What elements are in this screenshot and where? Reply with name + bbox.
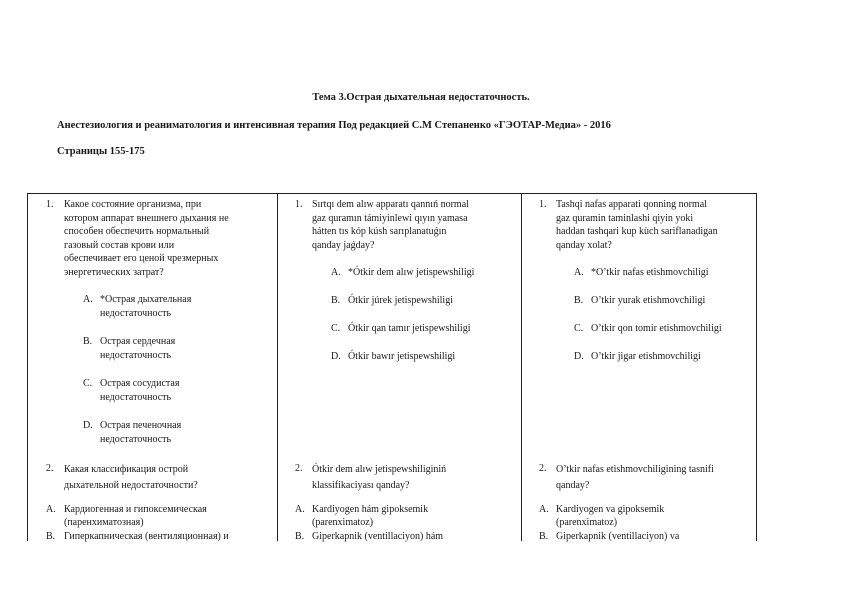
option-text: Ótkir qan tamır jetispewshiligi — [348, 323, 471, 334]
question-text: haddan tashqari kup kùch sariflanadigan — [556, 226, 718, 238]
option-text: O’tkir qon tomir etishmovchiligi — [591, 323, 722, 334]
option-text: Кардиогенная и гипоксемическая — [64, 504, 207, 515]
question-number: 2. — [539, 463, 547, 474]
question-number: 2. — [295, 463, 303, 474]
question-text: газовый состав крови или — [64, 239, 175, 251]
option-text: (parenximatoz) — [556, 517, 618, 528]
option-text: (parenximatoz) — [312, 517, 374, 528]
question-number: 1. — [539, 199, 547, 210]
question-text: O’tkir nafas etishmovchiligining tasnifi — [556, 464, 714, 475]
question-text: gaz quramın támiyinlewi qıyın yamasa — [312, 212, 468, 224]
question-text: обеспечивает его ценой чрезмерных — [64, 253, 219, 265]
question-text: Sırtqı dem alıw apparatı qannıń normal — [312, 199, 469, 210]
option-letter: D. — [331, 351, 341, 362]
option-text: недостаточность — [100, 433, 172, 445]
option-letter: D. — [83, 420, 93, 431]
option-letter: A. — [539, 504, 549, 515]
question-text: qanday xolat? — [556, 239, 612, 251]
option-letter: B. — [295, 531, 305, 542]
page-title: Тема 3.Острая дыхательная недостаточность. — [312, 92, 530, 103]
question-number: 1. — [46, 199, 54, 210]
option-text: *Острая дыхательная — [100, 294, 192, 305]
question-text: klassifikaciyası qanday? — [312, 479, 410, 491]
column-russian — [28, 194, 277, 541]
question-text: qanday? — [556, 479, 590, 491]
question-text: gaz quramin taminlashi qiyin yoki — [556, 212, 694, 224]
question-text: hátten tıs kóp kúsh sarıplanatuǵın — [312, 226, 447, 238]
option-text: недостаточность — [100, 307, 172, 319]
question-text: Какая классификация острой — [64, 464, 189, 475]
option-text: Giperkapnik (ventillaciyon) hám — [312, 531, 444, 542]
question-text: энергетических затрат? — [64, 267, 164, 278]
option-text: Гиперкапническая (вентиляционная) и — [64, 531, 229, 542]
questions-table — [27, 193, 757, 541]
option-text: Ótkir bawır jetispewshiligi — [348, 351, 456, 362]
option-text: недостаточность — [100, 391, 172, 403]
option-text: Kardiyogen va gipoksemik — [556, 504, 665, 515]
option-letter: D. — [574, 351, 584, 362]
option-text: Kardiyogen hám gipoksemik — [312, 504, 429, 515]
option-letter: B. — [331, 295, 341, 306]
option-text: Ótkir júrek jetispewshiligi — [348, 295, 453, 306]
question-number: 1. — [295, 199, 303, 210]
question-text: qanday jaǵday? — [312, 239, 375, 251]
option-letter: A. — [83, 294, 93, 305]
option-text: (паренхиматозная) — [64, 517, 144, 528]
option-text: Острая сердечная — [100, 336, 176, 347]
option-letter: C. — [574, 323, 584, 334]
question-text: Какое состояние организма, при — [64, 199, 202, 210]
question-text: Tashqi nafas apparati qonning normal — [556, 199, 707, 210]
page-range: Страницы 155-175 — [57, 146, 145, 157]
question-text: дыхательной недостаточности? — [64, 479, 198, 491]
option-letter: A. — [331, 267, 341, 278]
option-letter: B. — [83, 336, 93, 347]
option-letter: C. — [83, 378, 93, 389]
option-text: *O’tkir nafas etishmovchiligi — [591, 267, 709, 278]
question-number: 2. — [46, 463, 54, 474]
option-letter: A. — [295, 504, 305, 515]
option-letter: B. — [574, 295, 584, 306]
column-uzbek — [521, 194, 758, 541]
column-karakalpak — [277, 194, 522, 541]
option-letter: B. — [46, 531, 56, 542]
question-text: котором аппарат внешнего дыхания не — [64, 212, 229, 224]
option-letter: A. — [574, 267, 584, 278]
option-text: Острая сосудистая — [100, 378, 180, 389]
option-text: Giperkapnik (ventillaciyon) va — [556, 531, 680, 542]
option-text: O’tkir jigar etishmovchiligi — [591, 351, 701, 362]
option-text: недостаточность — [100, 349, 172, 361]
option-text: O’tkir yurak etishmovchiligi — [591, 295, 706, 306]
option-letter: B. — [539, 531, 549, 542]
question-text: способен обеспечить нормальный — [64, 226, 210, 238]
question-text: Ótkir dem alıw jetispewshiliginiń — [312, 464, 447, 475]
book-reference: Анестезиология и реаниматология и интенсивная терапия Под редакцией С.М Степаненко «ГЭОТАР-Медиа» - 2016 — [57, 120, 611, 131]
option-text: Острая печеночная — [100, 420, 182, 431]
option-text: *Ótkir dem alıw jetispewshiligi — [348, 267, 475, 278]
option-letter: C. — [331, 323, 341, 334]
option-letter: A. — [46, 504, 56, 515]
